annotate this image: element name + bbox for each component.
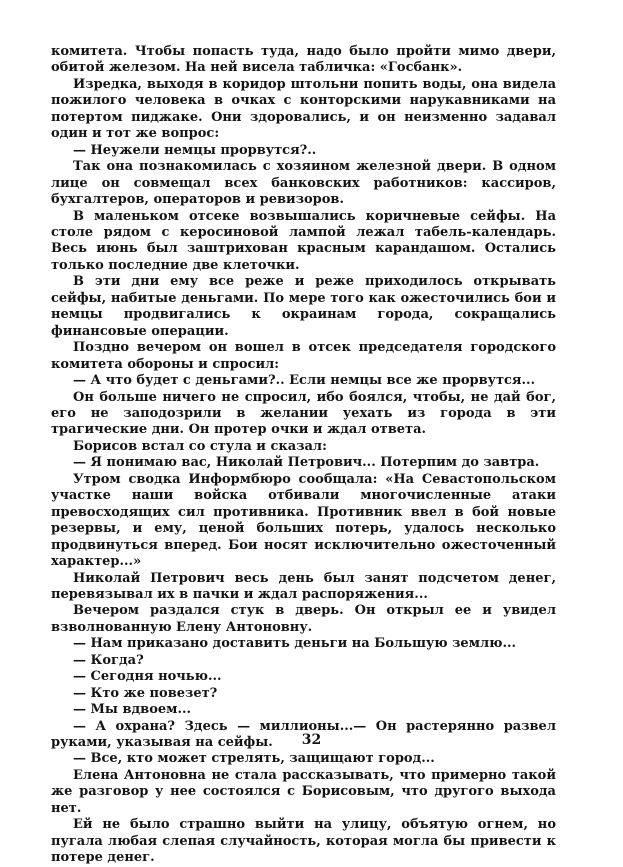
paragraph-23: Ей не было страшно выйти на улицу, объятую огнем, но пугала любая слепая случайность, которая могла бы привести к потере денег. (51, 817, 556, 866)
paragraph-22: Елена Антоновна не стала рассказывать, что примерно такой же разговор у нее состоялся с Борисовым, что другого выхода нет. (51, 767, 556, 816)
paragraph-11: — Я понимаю вас, Николай Петрович... Потерпим до завтра. (73, 455, 540, 471)
paragraph-10: Борисов встал со стула и сказал: (73, 438, 327, 454)
paragraph-4: Так она познакомилась с хозяином железной двери. В одном лице он совмещал всех банковских работников: кассиров, бухгалтеров, операторов и ревизоров. (51, 159, 556, 208)
paragraph-3: — Неужели немцы прорвутся?.. (73, 142, 317, 158)
paragraph-7: Поздно вечером он вошел в отсек председателя городского комитета обороны и спросил: (51, 340, 556, 372)
paragraph-16: — Когда? (73, 652, 144, 668)
paragraph-1: комитета. Чтобы попасть туда, надо было пройти мимо двери, обитой железом. На ней висела табличка: «Госбанк». (51, 44, 556, 76)
paragraph-6: В эти дни ему все реже и реже приходилось открывать сейфы, набитые деньгами. По мере того как ожесточились бои и немцы продвигались к окраинам города, сокращались финансовые операции. (51, 274, 556, 339)
paragraph-15: — Нам приказано доставить деньги на Большую землю... (73, 636, 517, 652)
page-number: 32 (301, 732, 322, 748)
paragraph-20: — А охрана? Здесь — миллионы...— Он растерянно развел руками, указывая на сейфы. (51, 718, 556, 751)
paragraph-9: Он больше ничего не спросил, ибо боялся, чтобы, не дай бог, его не заподозрили в желании уехать из города в эти трагические дни. Он протер очки и ждал ответа. (51, 389, 556, 438)
paragraph-13: Николай Петрович весь день был занят подсчетом денег, перевязывал их в пачки и ждал распоряжения... (51, 570, 556, 602)
paragraph-2: Изредка, выходя в коридор штольни попить воды, она видела пожилого человека в очках с конторскими нарукавниками на потертом пиджаке. Они здоровались, и он неизменно задавал один и тот же вопрос: (51, 76, 556, 142)
paragraph-18: — Кто же повезет? (73, 685, 218, 701)
paragraph-21: — Все, кто может стрелять, защищают город... (73, 751, 435, 767)
paragraph-19: — Мы вдвоем... (73, 702, 192, 718)
paragraph-14: Вечером раздался стук в дверь. Он открыл ее и увидел взволнованную Елену Антоновну. (51, 603, 556, 635)
paragraph-5: В маленьком отсеке возвышались коричневые сейфы. На столе рядом с керосиновой лампой лежал табель-календарь. Весь июнь был заштрихован красным карандашом. Остались только последние две клеточки. (51, 208, 556, 273)
paragraph-8: — А что будет с деньгами?.. Если немцы все же прорвутся... (73, 373, 536, 389)
paragraph-17: — Сегодня ночью... (73, 669, 222, 685)
paragraph-12: Утром сводка Информбюро сообщала: «На Севастопольском участке наши войска отбивали многочисленные атаки превосходящих сил противника. Противник ввел в бой новые резервы, и ему, ценой больших потерь, удалось несколько продвинуться вперед. Бои носят исключительно ожесточенный характер...» (51, 471, 556, 570)
